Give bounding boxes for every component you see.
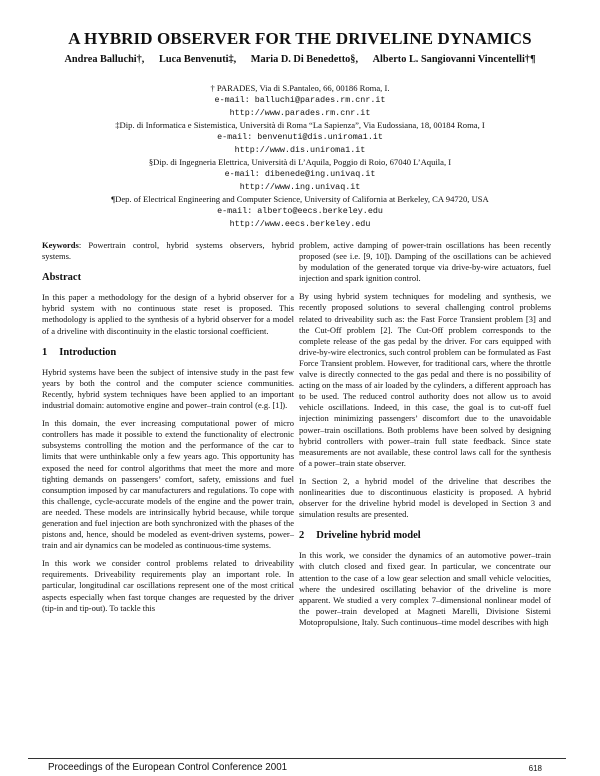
- affiliation-email: e-mail: dibenede@ing.univaq.it: [224, 169, 376, 180]
- body-paragraph: In Section 2, a hybrid model of the driveline that describes the nonlinearities due to discontinuous elasticity is proposed. A hybrid observer for the driveline hybrid model is developed in Section 3 and simulation results are presented.: [299, 475, 551, 520]
- body-paragraph: In this work, we consider the dynamics of an automotive power–train with clutch closed and fixed gear. In particular, we concentrate our attention to the case of a low gear selection and small vehicle velocities, where the undesired oscillating behavior of the driveline is more apparent. We studied a very complex 7–dimensional nonlinear model of the power–train developed at Magneti Marelli, Divisione Sistemi Motopropulsione, Italy. Such continuous–time model describes with high: [299, 550, 551, 627]
- keywords-paragraph: [42, 240, 294, 262]
- keywords-text: : Powertrain control, hybrid systems observers, hybrid systems.: [42, 240, 294, 262]
- author-list: [0, 54, 600, 65]
- section-heading: [299, 530, 551, 541]
- abstract-text: In this paper a methodology for the design of a hybrid observer for a hybrid system with no continuous state reset is proposed. This methodology is applied to the synthesis of a hybrid observer for a model of a driveline with discontinuity in the elastic torsional coefficient.: [42, 292, 294, 336]
- section-number: 1: [42, 346, 48, 358]
- body-paragraph: problem, active damping of power-train oscillations has been recently proposed (see i.e. [9, 10]). Damping of the oscillations can be achieved by modulation of the generated torque via drive-by-wire actuators, fuel injection and spark ignition control.: [299, 240, 551, 284]
- section-heading: [42, 347, 294, 358]
- left-column: [42, 240, 294, 621]
- footer-proceedings: Proceedings of the European Control Conference 2001: [48, 762, 288, 773]
- section-title: Introduction: [59, 346, 117, 358]
- affiliation-address: † PARADES, Via di S.Pantaleo, 66, 00186 Roma, I.: [210, 83, 390, 93]
- body-paragraph: In this domain, the ever increasing computational power of micro controllers has made it possible to extend the functionality of electronic subsystems controlling the motion and the performance of the car to limits that were unthinkable only a few years ago. This opportunity has exposed the need for control algorithms that meet the more and more tighting demands on passengers’ comfort, safety, emissions and fuel consumption imposed by car manufacturers and regulations. To cope with this challenge, cycle-accurate models of the engine and the power train, are needed. These models are intrinsically hybrid because, while torque generation and fuel injection are both synchronized with the phases of the pistons and, hence, should be modeled as event-driven systems, power–train and air dynamics can be modeled as continuous-time systems.: [42, 418, 294, 551]
- affiliation-address: ¶Dep. of Electrical Engineering and Computer Science, University of California at Berkeley, CA 94720, USA: [111, 194, 489, 205]
- affiliation-web: http://www.dis.uniroma1.it: [234, 144, 366, 155]
- page-number: 618: [528, 764, 542, 773]
- affiliation-web: http://www.parades.rm.cnr.it: [229, 107, 371, 118]
- section-title: Driveline hybrid model: [316, 530, 421, 542]
- affiliation-email: e-mail: balluchi@parades.rm.cnr.it: [214, 95, 386, 106]
- paper-title: A HYBRID OBSERVER FOR THE DRIVELINE DYNAMICS: [68, 29, 532, 48]
- right-column: [299, 240, 551, 635]
- keywords-label: Keywords: [42, 240, 79, 250]
- author-name: Alberto L. Sangiovanni Vincentelli†¶: [372, 54, 536, 65]
- body-paragraph: By using hybrid system techniques for modeling and synthesis, we recently proposed solutions to several challenging control problems related to driveability such as: the Fast Force Transient problem [3] and the Cut-Off problem [2]. The Cut-Off problem corresponds to the complete release of the gas pedal by the driver. For cars equipped with drive-by-wire electronics, such control problem can be formulated as Fast Force Transient problem. However, for traditional cars, where the throttle valve is directly connected to the gas pedal and there is no possibility of acting on the mass of air loaded by the cylinders, a different approach has to be used. The reduced control authority does not allow us to avoid vehicle oscillations. Indeed, in this case, the goal is to cut-off fuel injection minimizing passengers’ discomfort due to the unavoidable power–train oscillations. Both problems have been solved by designing hybrid controllers with power–train full state feedback. Since state measurements are not available, these control laws call for the synthesis of a power–train state observer.: [299, 291, 551, 468]
- affiliation-address: ‡Dip. di Informatica e Sistemistica, Università di Roma “La Sapienza”, Via Eudossiana, 18, 00184 Roma, I: [115, 120, 485, 131]
- author-name: Luca Benvenuti‡,: [158, 54, 237, 65]
- affiliations-block: [0, 82, 600, 230]
- author-name: Maria D. Di Benedetto§,: [250, 54, 359, 65]
- body-paragraph: Hybrid systems have been the subject of intensive study in the past few years by both the control and the computer science communities. Recently, hybrid system techniques have been applied to an important industrial domain: automotive engine and power–train control (e.g. [1]).: [42, 366, 294, 411]
- body-paragraph: In this work we consider control problems related to driveability requirements. Driveability requirements play an important role. In particular, longitudinal car oscillations represent one of the most critical aspects especially when fast torque changes are requested by the driver (tip-in and tip-out). To tackle this: [42, 558, 294, 613]
- affiliation-address: §Dip. di Ingegneria Elettrica, Università di L’Aquila, Poggio di Roio, 67040 L’Aquila, I: [148, 157, 452, 168]
- affiliation-email: e-mail: alberto@eecs.berkeley.edu: [217, 206, 383, 217]
- section-number: 2: [299, 530, 305, 542]
- footer-divider: [28, 758, 566, 759]
- author-name: Andrea Balluchi†,: [64, 54, 145, 65]
- affiliation-web: http://www.ing.univaq.it: [239, 181, 361, 192]
- affiliation-email: e-mail: benvenuti@dis.uniroma1.it: [217, 132, 383, 143]
- affiliation-web: http://www.eecs.berkeley.edu: [229, 218, 371, 229]
- abstract-heading: Abstract: [42, 272, 82, 284]
